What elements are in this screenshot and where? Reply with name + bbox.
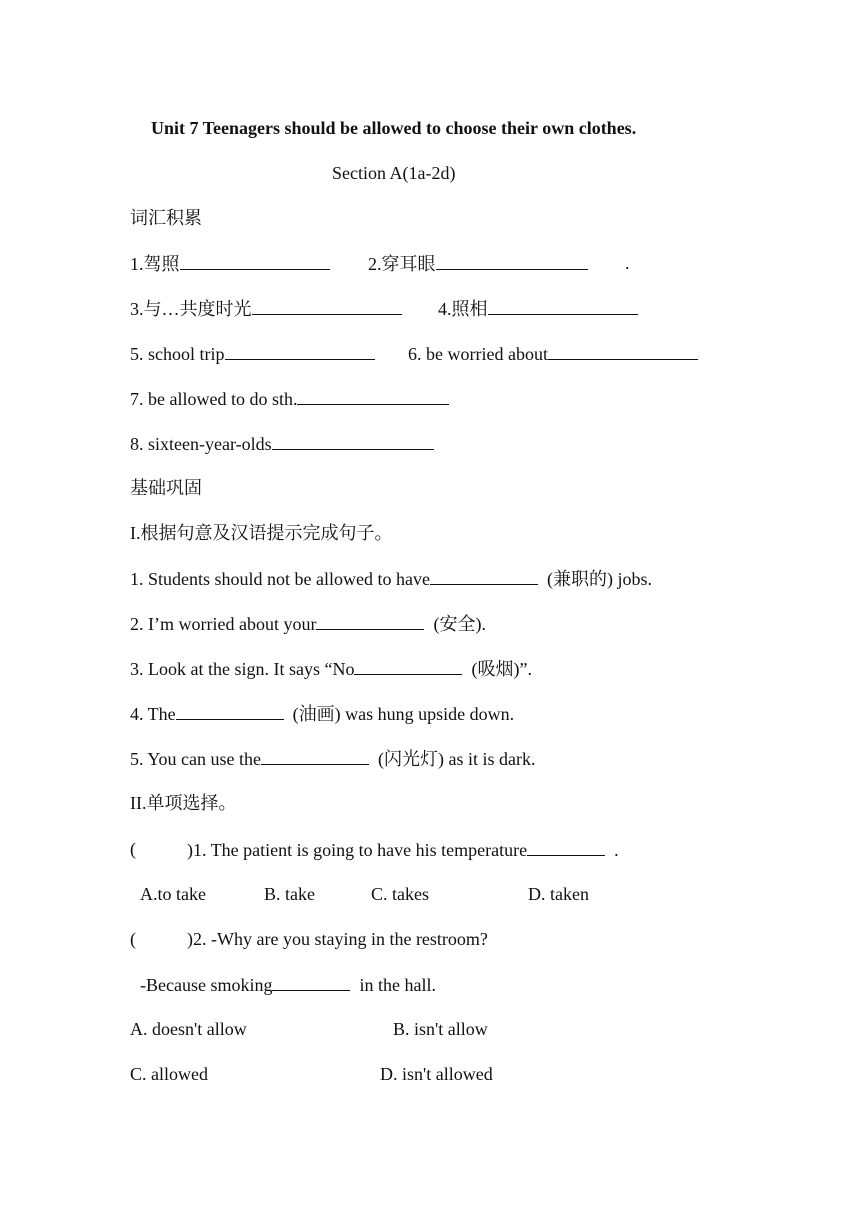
part1-question-3 <box>130 657 532 680</box>
option-c[interactable]: C. allowed <box>130 1064 208 1084</box>
vocab-item-7-label: 7. be allowed to do sth. <box>130 389 298 409</box>
vocab-item-7 <box>130 387 449 410</box>
option-d[interactable]: D. taken <box>528 884 589 904</box>
question-text: 4. The <box>130 704 176 724</box>
page-title: Unit 7 Teenagers should be allowed to choose their own clothes. <box>151 118 637 138</box>
question-text: 3. Look at the sign. It says “No <box>130 659 355 679</box>
part1-question-5 <box>130 747 535 770</box>
part2-q2-paren[interactable]: ( <box>130 929 136 949</box>
question-hint: (安全). <box>424 614 486 634</box>
option-a[interactable]: A.to take <box>140 884 206 904</box>
part1-question-2 <box>130 612 486 635</box>
option-b[interactable]: B. take <box>264 884 315 904</box>
vocab-item-3 <box>130 297 402 320</box>
option-d[interactable]: D. isn't allowed <box>380 1064 493 1084</box>
vocab-item-6-label: 6. be worried about <box>408 344 548 364</box>
vocab-item-1 <box>130 252 330 275</box>
part2-q1-paren[interactable]: ( <box>130 839 136 859</box>
vocab-item-5 <box>130 342 375 365</box>
answer-blank[interactable] <box>176 702 284 720</box>
vocab-item-2-label: 2.穿耳眼 <box>368 254 436 274</box>
question-text: -Because smoking <box>140 975 273 995</box>
question-hint: (闪光灯) as it is dark. <box>369 749 536 769</box>
answer-blank[interactable] <box>436 252 588 270</box>
vocab-item-2-tail: . <box>625 253 630 273</box>
basics-heading: 基础巩固 <box>130 478 202 498</box>
option-a[interactable]: A. doesn't allow <box>130 1019 247 1039</box>
option-b[interactable]: B. isn't allow <box>393 1019 488 1039</box>
answer-blank[interactable] <box>261 747 369 765</box>
part2-heading: II.单项选择。 <box>130 793 237 813</box>
answer-blank[interactable] <box>225 342 375 360</box>
answer-blank[interactable] <box>272 973 350 991</box>
answer-blank[interactable] <box>297 387 449 405</box>
question-text: 2. I’m worried about your <box>130 614 317 634</box>
part2-question-2-line2 <box>140 973 436 996</box>
vocab-item-2 <box>368 252 588 275</box>
part2-question-1 <box>187 838 619 861</box>
question-text: 1. Students should not be allowed to have <box>130 569 430 589</box>
question-hint: (吸烟)”. <box>462 659 532 679</box>
answer-blank[interactable] <box>180 252 330 270</box>
question-text: )1. The patient is going to have his temperature <box>187 840 528 860</box>
vocab-item-3-label: 3.与…共度时光 <box>130 299 252 319</box>
answer-blank[interactable] <box>527 838 605 856</box>
part1-question-4 <box>130 702 514 725</box>
question-hint: (兼职的) jobs. <box>537 569 652 589</box>
vocab-item-4 <box>438 297 638 320</box>
answer-blank[interactable] <box>488 297 638 315</box>
question-tail: . <box>605 840 619 860</box>
question-hint: (油画) was hung upside down. <box>283 704 515 724</box>
answer-blank[interactable] <box>430 567 538 585</box>
part1-heading: I.根据句意及汉语提示完成句子。 <box>130 523 393 543</box>
option-c[interactable]: C. takes <box>371 884 429 904</box>
vocab-item-1-label: 1.驾照 <box>130 254 180 274</box>
section-subtitle: Section A(1a-2d) <box>332 163 456 183</box>
part2-question-2: )2. -Why are you staying in the restroom? <box>187 929 488 949</box>
vocab-item-6 <box>408 342 698 365</box>
vocab-item-8 <box>130 432 434 455</box>
part1-question-1 <box>130 567 652 590</box>
answer-blank[interactable] <box>354 657 462 675</box>
answer-blank[interactable] <box>316 612 424 630</box>
vocab-item-4-label: 4.照相 <box>438 299 488 319</box>
answer-blank[interactable] <box>252 297 402 315</box>
answer-blank[interactable] <box>548 342 698 360</box>
vocab-item-8-label: 8. sixteen-year-olds <box>130 434 272 454</box>
vocab-heading: 词汇积累 <box>130 208 202 228</box>
vocab-item-5-label: 5. school trip <box>130 344 225 364</box>
question-text: 5. You can use the <box>130 749 261 769</box>
question-tail: in the hall. <box>350 975 436 995</box>
answer-blank[interactable] <box>272 432 434 450</box>
